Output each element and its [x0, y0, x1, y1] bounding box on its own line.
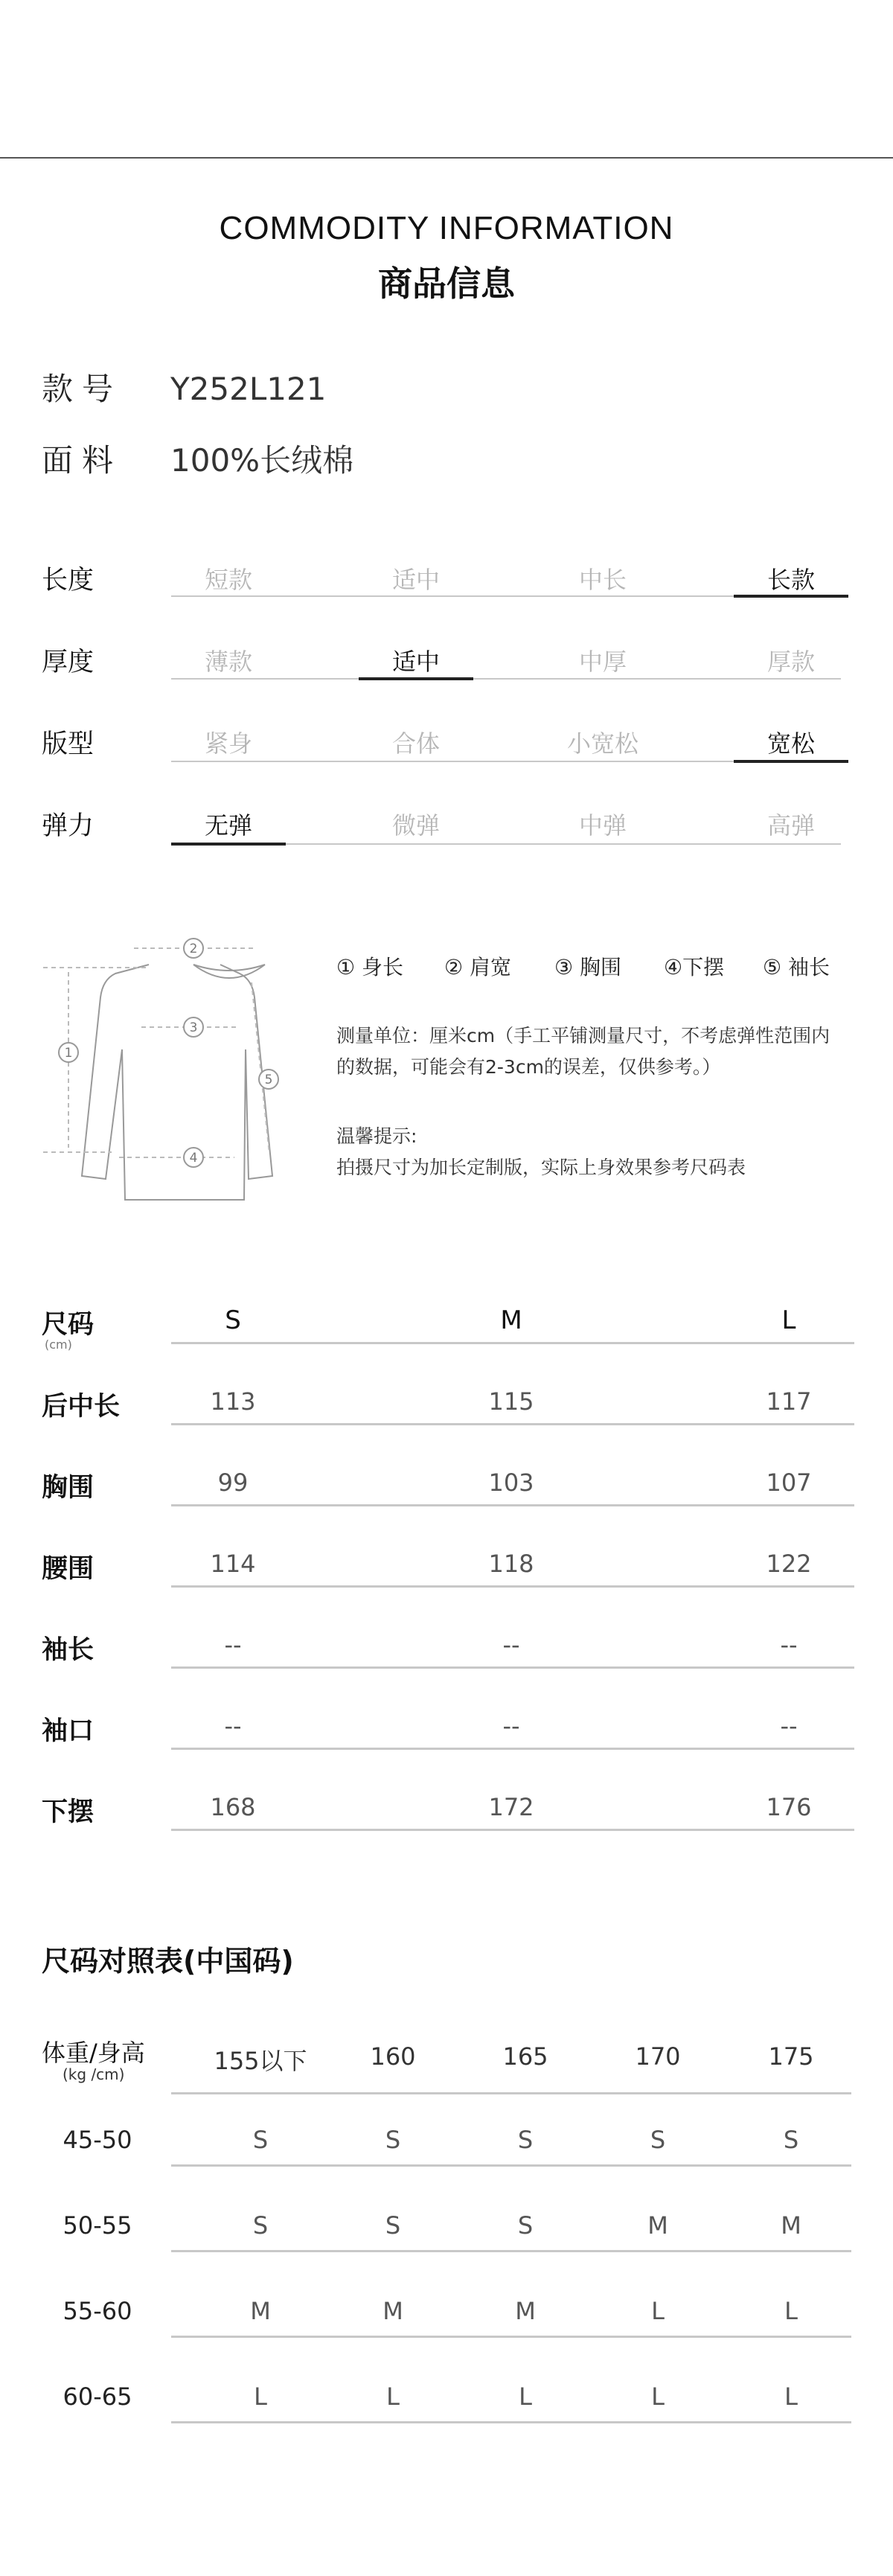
- size-row-label: 袖长: [42, 1635, 95, 1665]
- size-cell: 113: [210, 1387, 256, 1416]
- compare-row-label: 60-65: [63, 2382, 132, 2411]
- size-row-line: [171, 1829, 854, 1831]
- compare-cell: L: [386, 2382, 400, 2411]
- size-row-line: [171, 1666, 854, 1669]
- garment-measure-diagram: [37, 930, 298, 1206]
- attr-selected-indicator: [171, 843, 286, 846]
- compare-cell: M: [647, 2211, 668, 2240]
- size-col-s: S: [225, 1305, 241, 1335]
- attr-option: 无弹: [204, 811, 252, 840]
- attr-option: 高弹: [766, 811, 815, 840]
- compare-cell: S: [517, 2126, 534, 2154]
- compare-cell: L: [519, 2382, 532, 2411]
- legend-body-length: ① 身长: [336, 955, 404, 979]
- size-row-label: 下摆: [42, 1797, 95, 1827]
- attr-option: 短款: [204, 566, 252, 594]
- attr-track-line: [171, 678, 841, 680]
- size-cell: 117: [766, 1387, 812, 1416]
- compare-col: 160: [370, 2042, 416, 2071]
- marker-label: 5: [264, 1073, 273, 1087]
- info-row-fabric: [42, 436, 353, 481]
- attr-label: 厚度: [42, 648, 95, 677]
- size-row-label: 腰围: [42, 1554, 95, 1584]
- marker-label: 4: [189, 1151, 198, 1166]
- size-row-line: [171, 1504, 854, 1506]
- attr-option: 小宽松: [566, 729, 638, 758]
- attr-option: 长款: [766, 566, 815, 594]
- compare-cell: M: [383, 2297, 403, 2325]
- size-cell: 99: [217, 1468, 249, 1497]
- compare-cell: M: [515, 2297, 536, 2325]
- attr-selected-indicator: [734, 760, 848, 763]
- size-cell: --: [502, 1712, 520, 1740]
- compare-col: 165: [502, 2042, 548, 2071]
- size-row-label: 袖口: [42, 1716, 95, 1746]
- compare-row-line: [171, 2250, 851, 2252]
- size-cell: --: [780, 1712, 798, 1740]
- size-row-label: 胸围: [42, 1473, 95, 1503]
- info-key: 款号: [42, 371, 123, 407]
- tip-title: 温馨提示:: [336, 1125, 417, 1147]
- attr-option: 厚款: [766, 648, 815, 676]
- compare-cell: L: [651, 2382, 665, 2411]
- compare-cell: S: [783, 2126, 799, 2154]
- size-row-line: [171, 1748, 854, 1750]
- attr-label: 弹力: [42, 811, 95, 841]
- compare-header-unit: (kg /cm): [63, 2065, 125, 2083]
- attr-option: 薄款: [204, 648, 252, 676]
- compare-cell: S: [385, 2126, 401, 2154]
- size-cell: --: [224, 1712, 242, 1740]
- size-row-line: [171, 1423, 854, 1425]
- size-col-l: L: [781, 1305, 796, 1335]
- compare-cell: S: [650, 2126, 666, 2154]
- legend-sleeve-length: ⑤ 袖长: [763, 955, 830, 979]
- compare-header-weight-height: 体重/身高: [42, 2039, 145, 2067]
- compare-table-title: 尺码对照表(中国码): [42, 1945, 294, 1978]
- compare-col: 155以下: [214, 2047, 307, 2075]
- compare-header-line: [171, 2092, 851, 2094]
- attr-option: 中长: [578, 566, 627, 594]
- attr-option: 中弹: [578, 811, 627, 840]
- compare-cell: L: [254, 2382, 267, 2411]
- compare-cell: M: [781, 2211, 801, 2240]
- info-key: 面料: [42, 442, 123, 479]
- compare-cell: S: [252, 2211, 269, 2240]
- size-cell: 115: [488, 1387, 534, 1416]
- compare-col: 170: [635, 2042, 681, 2071]
- compare-row-line: [171, 2421, 851, 2423]
- top-divider: [0, 157, 893, 159]
- compare-row-line: [171, 2336, 851, 2338]
- attr-label: 版型: [42, 729, 95, 759]
- title-chinese: 商品信息: [378, 263, 515, 304]
- legend-shoulder-width: ② 肩宽: [444, 955, 512, 979]
- size-cell: --: [502, 1631, 520, 1659]
- compare-cell: S: [385, 2211, 401, 2240]
- compare-cell: S: [517, 2211, 534, 2240]
- size-cell: 114: [210, 1550, 256, 1578]
- attr-option: 紧身: [204, 729, 252, 758]
- compare-row-label: 45-50: [63, 2126, 132, 2154]
- size-cell: 172: [488, 1793, 534, 1821]
- size-cell: --: [780, 1631, 798, 1659]
- size-cell: 176: [766, 1793, 812, 1821]
- marker-label: 2: [189, 942, 198, 956]
- compare-cell: S: [252, 2126, 269, 2154]
- size-cell: 107: [766, 1468, 812, 1497]
- compare-cell: M: [250, 2297, 271, 2325]
- compare-col: 175: [768, 2042, 814, 2071]
- unit-note-line2: 的数据，可能会有2-3cm的误差，仅供参考。）: [336, 1056, 721, 1078]
- legend-hem: ④下摆: [664, 955, 725, 979]
- marker-label: 1: [64, 1046, 73, 1061]
- legend-chest: ③ 胸围: [554, 955, 622, 979]
- size-row-line: [171, 1585, 854, 1588]
- attr-label: 长度: [42, 566, 95, 595]
- size-header-label: 尺码: [42, 1310, 95, 1340]
- info-value: Y252L121: [170, 371, 327, 407]
- tip-body: 拍摄尺寸为加长定制版，实际上身效果参考尺码表: [336, 1157, 746, 1178]
- compare-cell: L: [784, 2297, 798, 2325]
- size-cell: 118: [488, 1550, 534, 1578]
- size-cell: 103: [488, 1468, 534, 1497]
- size-unit: (cm): [45, 1337, 72, 1352]
- size-cell: 168: [210, 1793, 256, 1821]
- attr-option: 宽松: [766, 729, 815, 758]
- info-value: 100%长绒棉: [170, 442, 354, 479]
- attr-option: 微弹: [391, 811, 440, 840]
- size-cell: --: [224, 1631, 242, 1659]
- compare-row-label: 55-60: [63, 2297, 132, 2325]
- unit-note-line1: 测量单位：厘米cm（手工平铺测量尺寸，不考虑弹性范围内: [336, 1025, 830, 1046]
- info-row-style-number: [42, 365, 326, 409]
- attr-option: 适中: [391, 566, 440, 594]
- size-row-label: 后中长: [42, 1392, 121, 1422]
- title-english: COMMODITY INFORMATION: [219, 210, 674, 246]
- size-header-line: [171, 1342, 854, 1344]
- attr-selected-indicator: [734, 595, 848, 598]
- size-cell: 122: [766, 1550, 812, 1578]
- marker-label: 3: [189, 1020, 198, 1035]
- compare-cell: L: [651, 2297, 665, 2325]
- compare-row-label: 50-55: [63, 2211, 132, 2240]
- attr-option: 适中: [391, 648, 440, 676]
- attr-option: 合体: [391, 729, 440, 758]
- attr-option: 中厚: [578, 648, 627, 676]
- compare-row-line: [171, 2164, 851, 2167]
- compare-cell: L: [784, 2382, 798, 2411]
- attr-selected-indicator: [359, 677, 473, 680]
- size-col-m: M: [500, 1305, 522, 1335]
